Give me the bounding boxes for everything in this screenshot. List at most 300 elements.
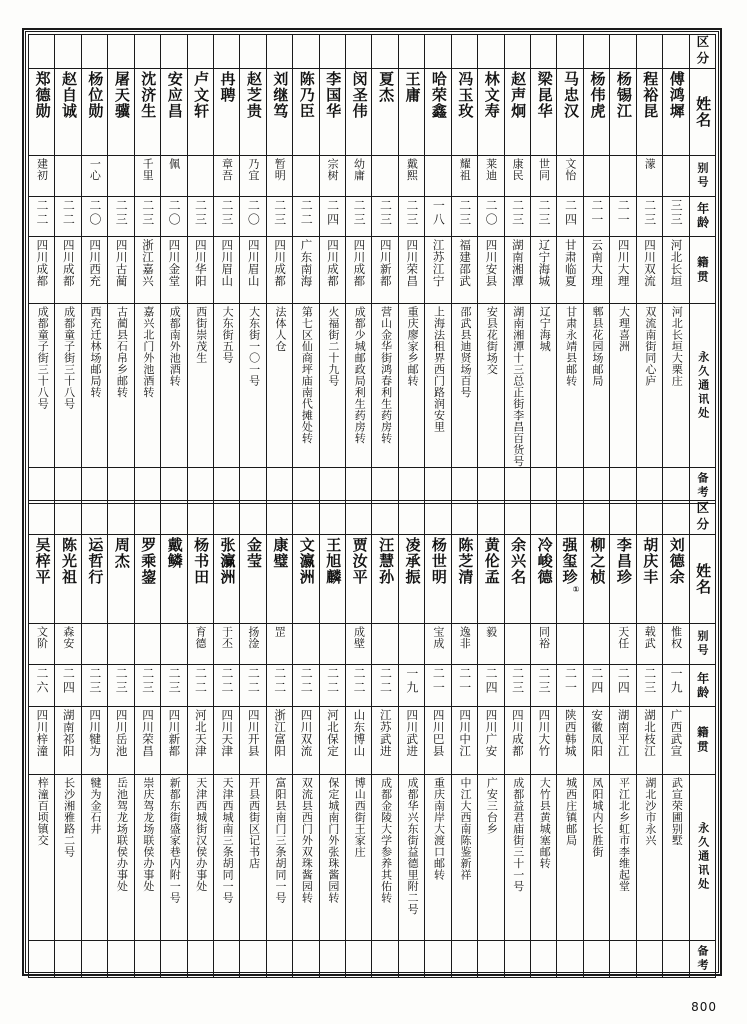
native-cell: 湖南湘潭	[504, 237, 530, 304]
native-cell: 四川安县	[478, 237, 504, 304]
section-cell	[213, 501, 239, 535]
age-cell: 二二	[29, 196, 55, 237]
table-row	[29, 156, 716, 197]
name-cell: 戴鳞	[161, 535, 187, 624]
native-cell: 甘肃临夏	[557, 237, 583, 304]
address-cell: 富阳县南门三条胡同一号	[266, 775, 292, 941]
section-cell	[372, 35, 398, 69]
age-cell: 二一	[451, 665, 477, 706]
address-cell: 重庆廖家乡邮转	[398, 304, 424, 468]
name-cell: 胡庆丰	[636, 535, 662, 624]
alias-cell	[583, 624, 609, 665]
note-cell	[240, 940, 266, 977]
age-cell: 二三	[372, 196, 398, 237]
address-cell: 梓潼百顷镇交	[29, 775, 55, 941]
native-cell: 四川成都	[346, 237, 372, 304]
alias-cell	[108, 624, 134, 665]
address-cell: 双流南街同心庐	[636, 304, 662, 468]
alias-cell	[583, 156, 609, 197]
name-cell: 陈乃臣	[293, 69, 319, 156]
address-cell: 广安三台乡	[478, 775, 504, 941]
column-header-alias: 别号	[689, 624, 715, 665]
page-number: 800	[691, 1000, 717, 1014]
address-cell: 凤阳城内长胜街	[583, 775, 609, 941]
alias-cell: 乃宜	[240, 156, 266, 197]
section-cell	[346, 35, 372, 69]
note-cell	[398, 940, 424, 977]
name-cell: 赵芝贵	[240, 69, 266, 156]
note-cell	[29, 468, 55, 504]
note-cell	[663, 468, 689, 504]
name-cell: 刘德余	[663, 535, 689, 624]
note-cell	[504, 468, 530, 504]
section-cell	[504, 501, 530, 535]
note-cell	[451, 940, 477, 977]
alias-cell	[187, 156, 213, 197]
address-cell: 法体人仓	[266, 304, 292, 468]
native-cell: 四川梓潼	[29, 706, 55, 774]
note-cell	[187, 468, 213, 504]
alias-cell: 于丕	[213, 624, 239, 665]
note-cell	[610, 468, 636, 504]
address-cell: 岳池驾龙场联侯办事处	[108, 775, 134, 941]
section-cell	[81, 35, 107, 69]
column-header-native: 籍贯	[689, 237, 715, 304]
note-cell	[134, 940, 160, 977]
age-cell: 一八	[425, 196, 451, 237]
alias-cell	[372, 156, 398, 197]
section-cell	[478, 501, 504, 535]
age-cell: 二二	[55, 196, 81, 237]
name-cell: 金莹	[240, 535, 266, 624]
name-cell: 卢文轩	[187, 69, 213, 156]
section-cell	[398, 35, 424, 69]
address-cell: 大竹县黄城塞邮转	[531, 775, 557, 941]
native-cell: 四川成都	[55, 237, 81, 304]
table-row	[29, 196, 716, 237]
alias-cell: 幼庸	[346, 156, 372, 197]
alias-cell: 载武	[636, 624, 662, 665]
note-cell	[504, 940, 530, 977]
column-header-address: 永久通讯处	[689, 304, 715, 468]
native-cell: 四川成都	[504, 706, 530, 774]
name-cell: 夏杰	[372, 69, 398, 156]
address-cell: 开县西街区记书店	[240, 775, 266, 941]
section-cell	[636, 501, 662, 535]
address-cell: 成都童子街三十八号	[29, 304, 55, 468]
note-cell	[583, 940, 609, 977]
table-row	[29, 468, 716, 504]
name-cell: 强玺珍①	[557, 535, 583, 624]
note-cell	[81, 940, 107, 977]
address-cell: 嘉兴北门外池酒转	[134, 304, 160, 468]
name-cell: 杨位勋	[81, 69, 107, 156]
native-cell: 四川荣昌	[398, 237, 424, 304]
native-cell: 河北天津	[187, 706, 213, 774]
section-cell	[557, 35, 583, 69]
age-cell: 二〇	[81, 196, 107, 237]
address-cell: 河北长垣大栗庄	[663, 304, 689, 468]
native-cell: 四川金堂	[161, 237, 187, 304]
age-cell: 二四	[557, 196, 583, 237]
native-cell: 四川广安	[478, 706, 504, 774]
column-header-address: 永久通讯处	[689, 775, 715, 941]
section-cell	[108, 501, 134, 535]
note-cell	[372, 468, 398, 504]
section-cell	[583, 501, 609, 535]
age-cell: 二三	[213, 196, 239, 237]
address-cell: 双流县西门外双珠酱园转	[293, 775, 319, 941]
alias-cell: 耀祖	[451, 156, 477, 197]
name-cell: 康璧	[266, 535, 292, 624]
note-cell	[319, 940, 345, 977]
table-row	[29, 535, 716, 624]
note-cell	[108, 940, 134, 977]
address-cell: 中江大西南陈鉴新祥	[451, 775, 477, 941]
column-header-name: 姓名	[689, 535, 715, 624]
age-cell: 二四	[55, 665, 81, 706]
age-cell: 二〇	[478, 196, 504, 237]
age-cell: 二三	[134, 196, 160, 237]
native-cell: 四川双流	[636, 237, 662, 304]
section-cell	[425, 501, 451, 535]
note-cell	[346, 940, 372, 977]
alias-cell: 宗树	[319, 156, 345, 197]
alias-cell: 宝成	[425, 624, 451, 665]
native-cell: 湖南祁阳	[55, 706, 81, 774]
age-cell: 二二	[213, 665, 239, 706]
name-cell: 哈荣鑫	[425, 69, 451, 156]
table-row	[29, 775, 716, 941]
note-cell	[293, 468, 319, 504]
register-table-upper	[28, 34, 716, 500]
note-cell	[425, 940, 451, 977]
note-cell	[531, 468, 557, 504]
alias-cell	[55, 156, 81, 197]
address-cell: 成都童子街三十八号	[55, 304, 81, 468]
note-cell	[293, 940, 319, 977]
native-cell: 四川中江	[451, 706, 477, 774]
alias-cell	[504, 624, 530, 665]
alias-cell: 戴熙	[398, 156, 424, 197]
name-cell: 文瀛洲	[293, 535, 319, 624]
alias-cell	[610, 156, 636, 197]
section-cell	[134, 35, 160, 69]
age-cell: 二三	[451, 196, 477, 237]
address-cell: 成都华兴东街益德里附二号	[398, 775, 424, 941]
section-cell	[266, 35, 292, 69]
alias-cell	[425, 156, 451, 197]
age-cell: 二三	[108, 665, 134, 706]
name-cell: 柳之桢	[583, 535, 609, 624]
section-cell	[557, 501, 583, 535]
native-cell: 四川眉山	[213, 237, 239, 304]
native-cell: 四川眉山	[240, 237, 266, 304]
note-cell	[161, 940, 187, 977]
section-cell	[187, 35, 213, 69]
note-cell	[663, 940, 689, 977]
table-row	[29, 35, 716, 69]
address-cell: 平江北乡虹市李维起堂	[610, 775, 636, 941]
age-cell: 二〇	[240, 196, 266, 237]
age-cell: 二四	[610, 665, 636, 706]
address-cell: 城西庄镇邮局	[557, 775, 583, 941]
address-cell: 大东街一〇一号	[240, 304, 266, 468]
alias-cell	[293, 156, 319, 197]
name-cell: 贾汝平	[346, 535, 372, 624]
note-cell	[213, 940, 239, 977]
native-cell: 四川成都	[319, 237, 345, 304]
section-cell	[583, 35, 609, 69]
section-cell	[663, 501, 689, 535]
note-cell	[346, 468, 372, 504]
alias-cell: 扬淦	[240, 624, 266, 665]
section-cell	[504, 35, 530, 69]
native-cell: 四川岳池	[108, 706, 134, 774]
section-cell	[610, 501, 636, 535]
alias-cell: 逸非	[451, 624, 477, 665]
address-cell: 大理喜洲	[610, 304, 636, 468]
note-cell	[187, 940, 213, 977]
alias-cell: 森安	[55, 624, 81, 665]
name-cell: 运哲行	[81, 535, 107, 624]
column-header-name: 姓名	[689, 69, 715, 156]
name-cell: 吴梓平	[29, 535, 55, 624]
address-cell: 西充迁林场邮局转	[81, 304, 107, 468]
column-header-note: 备考	[689, 940, 715, 977]
section-cell	[451, 501, 477, 535]
table-row	[29, 501, 716, 535]
alias-cell: 千里	[134, 156, 160, 197]
note-cell	[372, 940, 398, 977]
section-cell	[451, 35, 477, 69]
native-cell: 江苏江宁	[425, 237, 451, 304]
alias-cell	[81, 624, 107, 665]
table-row	[29, 237, 716, 304]
alias-cell	[372, 624, 398, 665]
note-cell	[213, 468, 239, 504]
column-header-alias: 别号	[689, 156, 715, 197]
age-cell: 二三	[636, 665, 662, 706]
section-cell	[293, 501, 319, 535]
name-cell: 梁昆华	[531, 69, 557, 156]
age-cell: 二四	[478, 665, 504, 706]
alias-cell: 同裕	[531, 624, 557, 665]
column-header-note: 备考	[689, 468, 715, 504]
address-cell: 博山西街王家庄	[346, 775, 372, 941]
note-cell	[478, 468, 504, 504]
age-cell: 二三	[266, 196, 292, 237]
note-cell	[583, 468, 609, 504]
name-cell: 陈光祖	[55, 535, 81, 624]
age-cell: 二六	[29, 665, 55, 706]
name-cell: 王庸	[398, 69, 424, 156]
section-cell	[346, 501, 372, 535]
alias-cell: 康民	[504, 156, 530, 197]
name-cell: 刘继笃	[266, 69, 292, 156]
column-header-section: 区分	[689, 35, 715, 69]
age-cell: 二三	[398, 196, 424, 237]
address-cell: 湖北沙市永兴	[636, 775, 662, 941]
section-cell	[425, 35, 451, 69]
age-cell: 二三	[504, 196, 530, 237]
section-cell	[531, 35, 557, 69]
alias-cell	[293, 624, 319, 665]
age-cell: 二二	[346, 665, 372, 706]
age-cell: 一九	[663, 665, 689, 706]
note-cell	[398, 468, 424, 504]
column-header-age: 年龄	[689, 196, 715, 237]
age-cell: 二二	[240, 665, 266, 706]
name-cell: 傅鸿墀	[663, 69, 689, 156]
note-cell	[108, 468, 134, 504]
age-cell: 二二	[319, 665, 345, 706]
address-cell: 郫县花园场邮局	[583, 304, 609, 468]
native-cell: 河北长垣	[663, 237, 689, 304]
alias-cell: 文怡	[557, 156, 583, 197]
alias-cell: 暂明	[266, 156, 292, 197]
native-cell: 四川成都	[266, 237, 292, 304]
native-cell: 河北保定	[319, 706, 345, 774]
name-cell: 冯玉玫	[451, 69, 477, 156]
native-cell: 安徽凤阳	[583, 706, 609, 774]
age-cell: 二二	[293, 196, 319, 237]
alias-cell: 文阶	[29, 624, 55, 665]
name-cell: 冉聘	[213, 69, 239, 156]
table-row	[29, 665, 716, 706]
name-cell: 余兴名	[504, 535, 530, 624]
section-cell	[29, 35, 55, 69]
address-cell: 成都南外池酒转	[161, 304, 187, 468]
column-header-native: 籍贯	[689, 706, 715, 774]
name-cell: 杨锡江	[610, 69, 636, 156]
alias-cell: 濛	[636, 156, 662, 197]
note-cell	[531, 940, 557, 977]
alias-cell: 建初	[29, 156, 55, 197]
section-cell	[187, 501, 213, 535]
name-cell: 杨世明	[425, 535, 451, 624]
name-cell: 林文寿	[478, 69, 504, 156]
section-cell	[531, 501, 557, 535]
age-cell: 二三	[504, 665, 530, 706]
address-cell: 古蔺县石帛乡邮转	[108, 304, 134, 468]
note-cell	[29, 940, 55, 977]
note-cell	[55, 940, 81, 977]
address-cell: 重庆南岸大渡口邮转	[425, 775, 451, 941]
note-cell	[240, 468, 266, 504]
name-cell: 周杰	[108, 535, 134, 624]
native-cell: 四川大竹	[531, 706, 557, 774]
section-cell	[266, 501, 292, 535]
alias-cell	[134, 624, 160, 665]
age-cell: 二二	[372, 665, 398, 706]
address-cell: 辽宁海城	[531, 304, 557, 468]
name-cell: 罗乘鋆	[134, 535, 160, 624]
native-cell: 四川双流	[293, 706, 319, 774]
age-cell: 二二	[293, 665, 319, 706]
native-cell: 四川犍为	[81, 706, 107, 774]
alias-cell	[161, 624, 187, 665]
alias-cell: 佩	[161, 156, 187, 197]
table-row	[29, 940, 716, 977]
age-cell: 二三	[346, 196, 372, 237]
name-cell: 李昌珍	[610, 535, 636, 624]
section-cell	[29, 501, 55, 535]
address-cell: 天津西城街汉侯办事处	[187, 775, 213, 941]
note-cell	[451, 468, 477, 504]
native-cell: 云南大理	[583, 237, 609, 304]
name-cell: 凌承振	[398, 535, 424, 624]
name-cell: 陈芝清	[451, 535, 477, 624]
alias-cell	[663, 156, 689, 197]
age-cell: 二三	[134, 665, 160, 706]
note-cell	[636, 468, 662, 504]
section-cell	[240, 501, 266, 535]
alias-cell: 莱迪	[478, 156, 504, 197]
section-cell	[55, 501, 81, 535]
address-cell: 邵武县迪贤场百号	[451, 304, 477, 468]
address-cell: 成都金陵大学参养其佑转	[372, 775, 398, 941]
native-cell: 广东南海	[293, 237, 319, 304]
address-cell: 甘肃永靖县邮转	[557, 304, 583, 468]
native-cell: 四川新都	[161, 706, 187, 774]
address-cell: 安县花街场交	[478, 304, 504, 468]
name-cell: 黄伦孟	[478, 535, 504, 624]
section-cell	[161, 35, 187, 69]
native-cell: 福建邵武	[451, 237, 477, 304]
alias-cell: 罡	[266, 624, 292, 665]
age-cell: 二四	[583, 665, 609, 706]
native-cell: 四川武进	[398, 706, 424, 774]
age-cell: 二一	[557, 665, 583, 706]
name-cell: 赵自诚	[55, 69, 81, 156]
section-cell	[240, 35, 266, 69]
name-cell: 李国华	[319, 69, 345, 156]
native-cell: 江苏武进	[372, 706, 398, 774]
section-cell	[636, 35, 662, 69]
native-cell: 浙江富阳	[266, 706, 292, 774]
age-cell: 二三	[161, 665, 187, 706]
register-table-lower	[28, 500, 716, 973]
native-cell: 四川天津	[213, 706, 239, 774]
column-header-age: 年龄	[689, 665, 715, 706]
section-cell	[108, 35, 134, 69]
note-cell	[425, 468, 451, 504]
note-cell	[557, 940, 583, 977]
note-cell	[81, 468, 107, 504]
name-cell: 杨伟虎	[583, 69, 609, 156]
native-cell: 四川新都	[372, 237, 398, 304]
native-cell: 四川巴县	[425, 706, 451, 774]
native-cell: 广西武宣	[663, 706, 689, 774]
native-cell: 陕西韩城	[557, 706, 583, 774]
address-cell: 营山金华街鸿春利生药房转	[372, 304, 398, 468]
native-cell: 四川开县	[240, 706, 266, 774]
alias-cell: 一心	[81, 156, 107, 197]
name-cell: 屠天骥	[108, 69, 134, 156]
name-cell: 王旭麟	[319, 535, 345, 624]
section-cell	[161, 501, 187, 535]
address-cell: 西街崇茂生	[187, 304, 213, 468]
address-cell: 保定城南门外张珠酱园转	[319, 775, 345, 941]
table-row	[29, 706, 716, 774]
age-cell: 一九	[398, 665, 424, 706]
address-cell: 武宣荣圃别墅	[663, 775, 689, 941]
alias-cell: 毅	[478, 624, 504, 665]
age-cell: 二二	[266, 665, 292, 706]
name-cell: 程裕昆	[636, 69, 662, 156]
alias-cell: 天任	[610, 624, 636, 665]
